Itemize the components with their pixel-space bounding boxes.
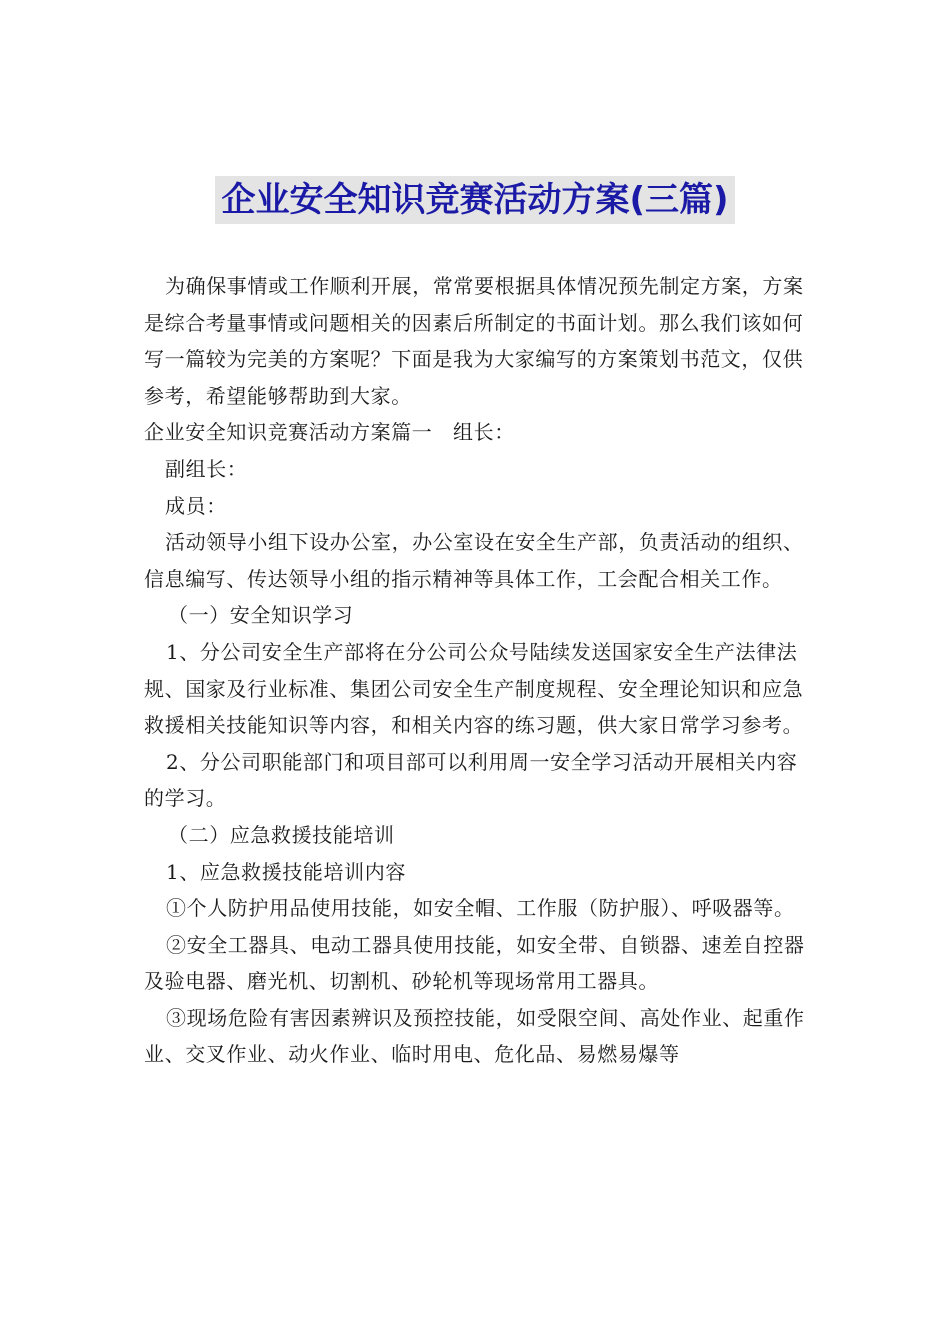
intro-paragraph: 为确保事情或工作顺利开展，常常要根据具体情况预先制定方案，方案是综合考量事情或问题相关的因素后所制定的书面计划。那么我们该如何写一篇较为完美的方案呢？下面是我为大家编写的方案策划书范文，仅供参考，希望能够帮助到大家。 bbox=[144, 274, 804, 408]
office-paragraph: 活动领导小组下设办公室，办公室设在安全生产部，负责活动的组织、信息编写、传达领导小组的指示精神等具体工作，工会配合相关工作。 bbox=[144, 530, 804, 591]
subheading-2: （二）应急救援技能培训 bbox=[168, 822, 395, 847]
members-line: 成员： bbox=[165, 493, 227, 518]
item-paragraph: ①个人防护用品使用技能，如安全帽、工作服（防护服）、呼吸器等。 bbox=[166, 896, 795, 921]
document-body bbox=[144, 268, 810, 1073]
section-heading-1: 企业安全知识竞赛活动方案篇一 组长： bbox=[144, 420, 515, 445]
item-paragraph: 1、应急救援技能培训内容 bbox=[166, 859, 406, 884]
title-wrap bbox=[0, 176, 950, 224]
item-paragraph: 1、分公司安全生产部将在分公司公众号陆续发送国家安全生产法律法规、国家及行业标准、集团公司安全生产制度规程、安全理论知识和应急救援相关技能知识等内容，和相关内容的练习题，供大家日常学习参考。 bbox=[144, 639, 804, 738]
item-paragraph: 2、分公司职能部门和项目部可以利用周一安全学习活动开展相关内容的学习。 bbox=[144, 749, 798, 811]
item-paragraph: ②安全工器具、电动工器具使用技能，如安全带、自锁器、速差自控器及验电器、磨光机、切割机、砂轮机等现场常用工器具。 bbox=[144, 932, 805, 994]
deputy-leader-line: 副组长： bbox=[165, 456, 248, 481]
item-paragraph: ③现场危险有害因素辨识及预控技能，如受限空间、高处作业、起重作业、交叉作业、动火作业、临时用电、危化品、易燃易爆等 bbox=[144, 1005, 805, 1067]
document-title: 企业安全知识竞赛活动方案(三篇) bbox=[215, 176, 734, 224]
subheading-1: （一）安全知识学习 bbox=[168, 603, 354, 628]
